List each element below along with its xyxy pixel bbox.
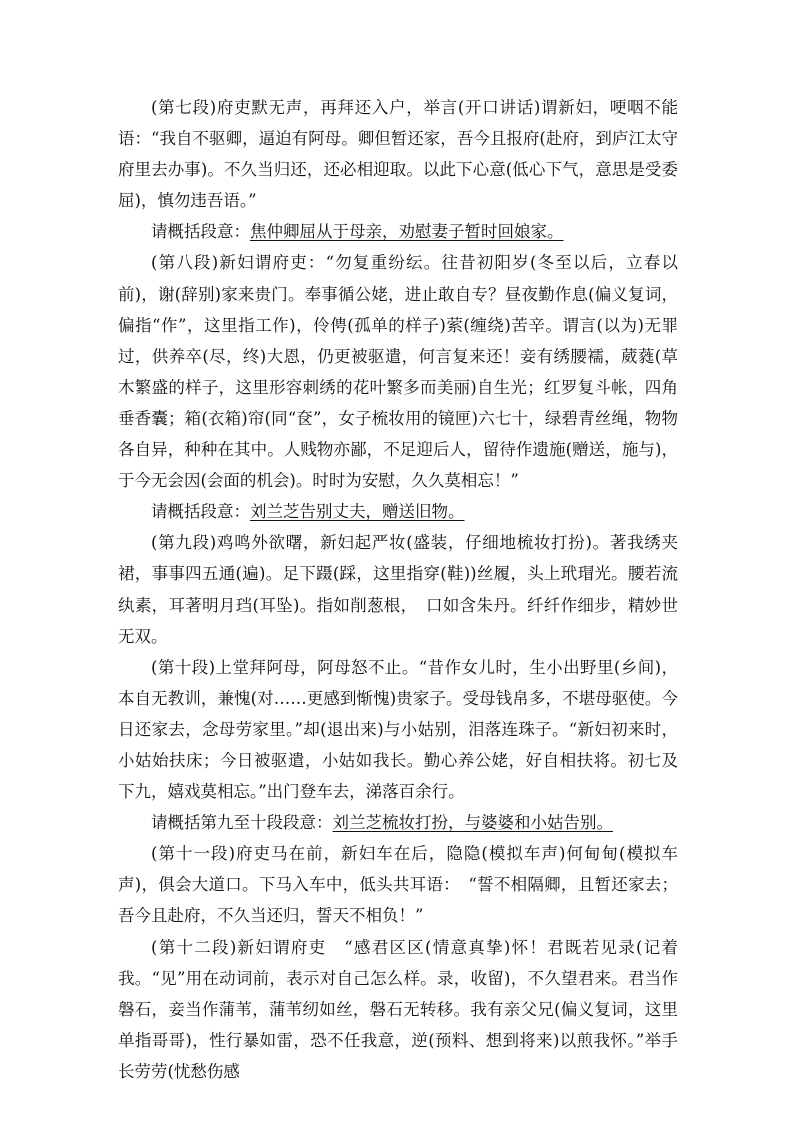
paragraph-7: (第七段)府吏默无声，再拜还入户，举言(开口讲话)谓新妇，哽咽不能语：“我自不驱卿，逼迫有阿母。卿但暂还家，吾今且报府(赴府，到庐江太守府里去办事)。不久当归还，还必相迎取。以此下心意(低心下气，意思是受委屈)，慎勿违吾语。” bbox=[118, 98, 678, 211]
summary-label: 请概括第九至十段段意： bbox=[151, 813, 333, 833]
summary-label: 请概括段意： bbox=[151, 222, 250, 242]
paragraph-12: (第十二段)新妇谓府吏 “感君区区(情意真挚)怀！君既若见录(记着我。“见”用在动词前，表示对自己怎么样。录，收留)，不久望君来。君当作磐石，妾当作蒲苇，蒲苇纫如丝，磐石无转移。我有亲父兄(偏义复词，这里单指哥哥)，性行暴如雷，恐不任我意，逆(预料、想到将来)以煎我怀。”举手长劳劳(忧愁伤感 bbox=[118, 937, 678, 1081]
summary-question-7 bbox=[118, 216, 678, 247]
document-page bbox=[118, 92, 678, 1087]
paragraph-9: (第九段)鸡鸣外欲曙，新妇起严妆(盛装，仔细地梳妆打扮)。著我绣夹裙，事事四五通(遍)。足下蹑(踩，这里指穿(鞋))丝履，头上玳瑁光。腰若流纨素，耳著明月珰(耳坠)。指如削葱根， 口如含朱丹。纤纤作细步，精妙世无双。 bbox=[118, 533, 678, 646]
summary-answer: 刘兰芝告别丈夫，赠送旧物。 bbox=[250, 502, 465, 522]
summary-label: 请概括段意： bbox=[151, 502, 250, 522]
summary-answer: 刘兰芝梳妆打扮，与婆婆和小姑告别。 bbox=[332, 813, 613, 833]
paragraph-10: (第十段)上堂拜阿母，阿母怒不止。“昔作女儿时，生小出野里(乡间)，本自无教训，兼愧(对……更感到惭愧)贵家子。受母钱帛多，不堪母驱使。今日还家去，念母劳家里。”却(退出来)与小姑别，泪落连珠子。“新妇初来时，小姑始扶床；今日被驱遣，小姑如我长。勤心养公姥，好自相扶将。初七及下九，嬉戏莫相忘。”出门登车去，涕落百余行。 bbox=[118, 657, 678, 802]
paragraph-8: (第八段)新妇谓府吏：“勿复重纷纭。往昔初阳岁(冬至以后，立春以前)，谢(辞别)家来贵门。奉事循公姥，进止敢自专？昼夜勤作息(偏义复词，偏指“作”，这里指工作)，伶俜(孤单的样子)萦(缠绕)苦辛。谓言(以为)无罪过，供养卒(尽，终)大恩，仍更被驱遣，何言复来还！妾有绣腰襦，葳蕤(草木繁盛的样子，这里形容刺绣的花叶繁多而美丽)自生光；红罗复斗帐，四角垂香囊；箱(衣箱)帘(同“奁”，女子梳妆用的镜匣)六七十，绿碧青丝绳，物物各自异，种种在其中。人贱物亦鄙，不足迎后人，留待作遗施(赠送，施与)，于今无会因(会面的机会)。时时为安慰，久久莫相忘！” bbox=[118, 253, 678, 491]
summary-question-8 bbox=[118, 496, 678, 527]
paragraph-11: (第十一段)府吏马在前，新妇车在后，隐隐(模拟车声)何甸甸(模拟车声)，俱会大道口。下马入车中，低头共耳语： “誓不相隔卿，且暂还家去；吾今且赴府，不久当还归，誓天不相负！” bbox=[118, 844, 678, 926]
summary-question-9-10 bbox=[118, 807, 678, 838]
summary-answer: 焦仲卿屈从于母亲，劝慰妻子暂时回娘家。 bbox=[250, 222, 564, 242]
